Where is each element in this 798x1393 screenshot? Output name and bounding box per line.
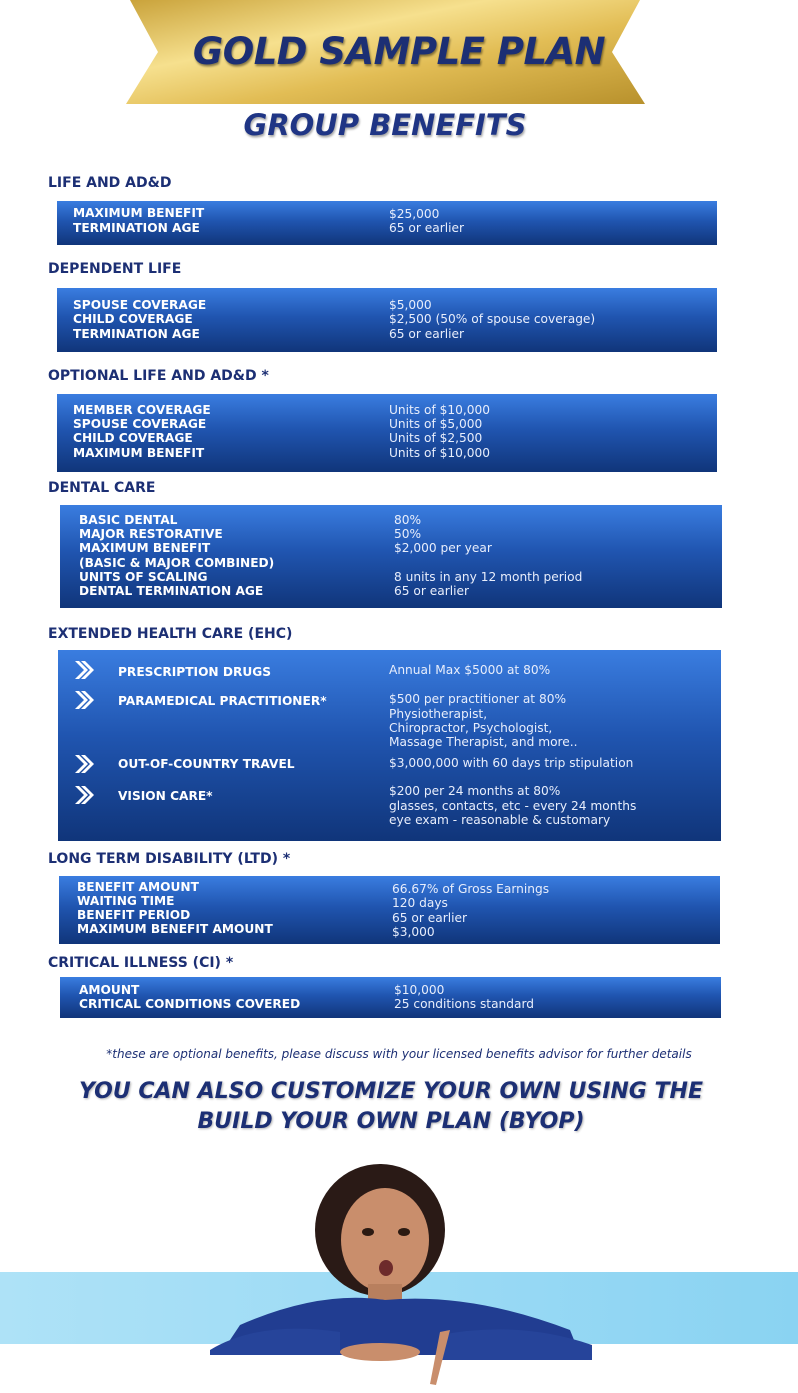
benefit-label: WAITING TIME — [77, 894, 175, 908]
benefit-value: $5,000 — [389, 298, 432, 312]
section-title-ehc: EXTENDED HEALTH CARE (EHC) — [48, 626, 293, 642]
benefit-value: Units of $10,000 — [389, 446, 491, 460]
ehc-item-value: Massage Therapist, and more.. — [389, 735, 578, 749]
chevron-right-icon — [73, 785, 95, 805]
benefit-label: DENTAL TERMINATION AGE — [79, 584, 264, 598]
customize-call-to-action — [0, 1077, 782, 1137]
benefit-value: $2,000 per year — [394, 541, 492, 555]
benefit-label: BASIC DENTAL — [79, 513, 178, 527]
ehc-item-value: Chiropractor, Psychologist, — [389, 721, 553, 735]
benefit-label: BENEFIT AMOUNT — [77, 880, 199, 894]
cta-line: BUILD YOUR OWN PLAN (BYOP) — [197, 1109, 585, 1134]
benefit-value: $10,000 — [394, 983, 445, 997]
section-title-ltd: LONG TERM DISABILITY (LTD) * — [48, 851, 291, 867]
benefit-value: 8 units in any 12 month period — [394, 570, 583, 584]
benefit-value: 65 or earlier — [389, 221, 464, 235]
benefit-label: MAJOR RESTORATIVE — [79, 527, 223, 541]
benefit-label: UNITS OF SCALING — [79, 570, 208, 584]
benefit-label: MEMBER COVERAGE — [73, 403, 211, 417]
benefit-label: CRITICAL CONDITIONS COVERED — [79, 997, 301, 1011]
cta-line: YOU CAN ALSO CUSTOMIZE YOUR OWN USING THE — [79, 1079, 703, 1104]
benefit-value: 120 days — [392, 896, 448, 910]
benefit-value: 66.67% of Gross Earnings — [392, 882, 550, 896]
ehc-item-label: PARAMEDICAL PRACTITIONER* — [118, 694, 327, 708]
section-title-ci: CRITICAL ILLNESS (CI) * — [48, 955, 234, 971]
benefit-label: SPOUSE COVERAGE — [73, 417, 207, 431]
section-title-dependent-life: DEPENDENT LIFE — [48, 261, 182, 277]
section-title-dental: DENTAL CARE — [48, 480, 156, 496]
ehc-item-value: Physiotherapist, — [389, 707, 488, 721]
section-title-life: LIFE AND AD&D — [48, 175, 172, 191]
benefit-value: 65 or earlier — [392, 911, 467, 925]
ehc-item-value: $500 per practitioner at 80% — [389, 692, 567, 706]
benefit-value: 65 or earlier — [394, 584, 469, 598]
benefit-value: $25,000 — [389, 207, 440, 221]
benefit-label: MAXIMUM BENEFIT AMOUNT — [77, 922, 273, 936]
benefit-value: $3,000 — [392, 925, 435, 939]
ehc-item-value: $3,000,000 with 60 days trip stipulation — [389, 756, 634, 770]
woman-pointing-photo — [200, 1160, 600, 1393]
benefit-label: MAXIMUM BENEFIT — [73, 446, 205, 460]
benefit-value: 25 conditions standard — [394, 997, 535, 1011]
benefit-value: Units of $2,500 — [389, 431, 483, 445]
optional-benefits-footnote: *these are optional benefits, please discuss with your licensed benefits advisor for further details — [106, 1047, 692, 1061]
ehc-item-value: glasses, contacts, etc - every 24 months — [389, 799, 637, 813]
benefit-label: (BASIC & MAJOR COMBINED) — [79, 556, 275, 570]
ehc-item-value: Annual Max $5000 at 80% — [389, 663, 551, 677]
chevron-right-icon — [73, 690, 95, 710]
chevron-right-icon — [73, 660, 95, 680]
chevron-right-icon — [73, 754, 95, 774]
section-title-optional-life: OPTIONAL LIFE AND AD&D * — [48, 368, 269, 384]
benefit-value: $2,500 (50% of spouse coverage) — [389, 312, 596, 326]
ehc-item-label: VISION CARE* — [118, 789, 213, 803]
plan-title: GOLD SAMPLE PLAN — [192, 30, 606, 73]
benefit-label: AMOUNT — [79, 983, 140, 997]
benefit-label: TERMINATION AGE — [73, 221, 200, 235]
ehc-item-label: OUT-OF-COUNTRY TRAVEL — [118, 757, 295, 771]
page-subtitle: GROUP BENEFITS — [243, 108, 527, 142]
ehc-item-value: $200 per 24 months at 80% — [389, 784, 561, 798]
benefit-label: MAXIMUM BENEFIT — [73, 206, 205, 220]
benefit-label: BENEFIT PERIOD — [77, 908, 191, 922]
benefit-label: TERMINATION AGE — [73, 327, 200, 341]
benefit-value: Units of $10,000 — [389, 403, 491, 417]
ehc-item-value: eye exam - reasonable & customary — [389, 813, 611, 827]
benefit-label: CHILD COVERAGE — [73, 312, 193, 326]
benefit-value: 80% — [394, 513, 422, 527]
ehc-item-label: PRESCRIPTION DRUGS — [118, 665, 272, 679]
benefit-label: MAXIMUM BENEFIT — [79, 541, 211, 555]
benefit-value: Units of $5,000 — [389, 417, 483, 431]
benefit-label: CHILD COVERAGE — [73, 431, 193, 445]
benefit-value: 65 or earlier — [389, 327, 464, 341]
benefit-label: SPOUSE COVERAGE — [73, 298, 207, 312]
benefit-value: 50% — [394, 527, 422, 541]
